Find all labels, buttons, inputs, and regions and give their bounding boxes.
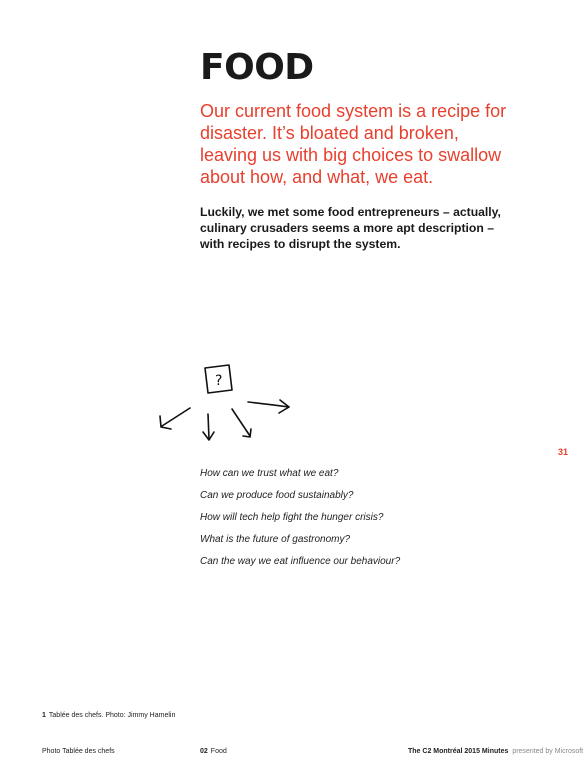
question-item: What is the future of gastronomy? bbox=[200, 534, 351, 545]
sketch-question-mark: ? bbox=[215, 373, 223, 389]
footer-section-number: 02 bbox=[200, 748, 208, 755]
question-box-arrows-sketch-icon bbox=[152, 352, 302, 447]
questions-list bbox=[200, 468, 400, 578]
page-title: FOOD bbox=[200, 47, 314, 88]
footer-sponsor: presented by Microsoft bbox=[512, 748, 583, 755]
lede-paragraph: Our current food system is a recipe for disaster. It’s bloated and broken, leaving us with big choices to swallow about how, and what, we eat. bbox=[200, 101, 507, 187]
caption-text: Tablée des chefs. Photo: Jimmy Hamelin bbox=[48, 712, 176, 719]
footer-section bbox=[200, 748, 227, 755]
question-item: How can we trust what we eat? bbox=[200, 468, 339, 479]
footer-publication bbox=[408, 748, 583, 755]
page-number: 31 bbox=[558, 447, 569, 457]
footer-photo-credit: Photo Tablée des chefs bbox=[42, 748, 115, 755]
footer-section-name: Food bbox=[210, 748, 227, 755]
intro-paragraph: Luckily, we met some food entrepreneurs – actually, culinary crusaders seems a more apt description – with recipes to disrupt the system. bbox=[200, 205, 501, 251]
question-item: How will tech help fight the hunger crisis? bbox=[200, 512, 384, 523]
photo-caption bbox=[42, 712, 175, 719]
footer-publication-title: The C2 Montréal 2015 Minutes bbox=[408, 748, 509, 755]
caption-number: 1 bbox=[42, 712, 46, 719]
question-item: Can the way we eat influence our behaviour? bbox=[200, 556, 401, 567]
question-item: Can we produce food sustainably? bbox=[200, 490, 354, 501]
